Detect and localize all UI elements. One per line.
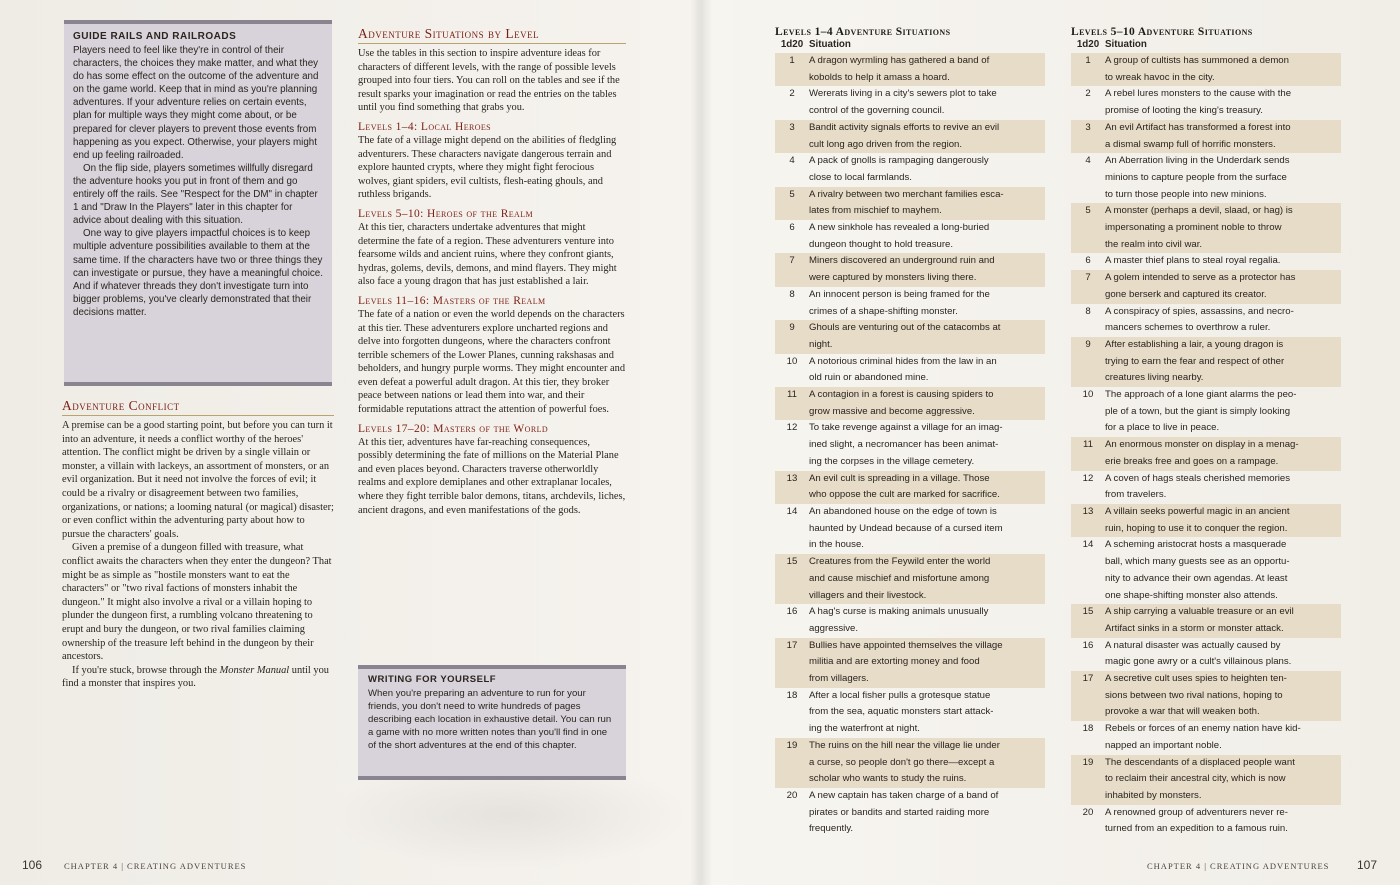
table-row xyxy=(1071,471,1341,504)
conflict-paragraph-2: Given a premise of a dungeon filled with treasure, what conflict awaits the characters when they enter the dungeon? That might be as simple as "hostile monsters want to eat the characters" or "two rival factions of monsters inhabit the dungeon." It might also involve a rival or a villain hoping to plunder the dungeon first, a rumbling volcano threatening to erupt and bury the dungeon, or two rival families claiming ownership of the treasure left behind in the dungeon by their ancestors. xyxy=(62,542,332,663)
situation-line: A contagion in a forest is causing spiders to xyxy=(809,389,994,401)
situation-line: ball, which many guests see as an opportu- xyxy=(1105,556,1290,568)
situation-text xyxy=(1105,203,1341,253)
column-header-roll: 1d20 xyxy=(780,39,804,50)
page-number-right: 107 xyxy=(1357,858,1378,872)
situation-line: A group of cultists has summoned a demon xyxy=(1105,55,1289,66)
table-row xyxy=(1071,638,1341,671)
roll-number: 2 xyxy=(1085,88,1091,100)
table-row xyxy=(1071,270,1341,303)
situation-text xyxy=(809,320,1045,353)
roll-number: 18 xyxy=(1082,723,1094,735)
table-body xyxy=(1071,53,1341,838)
situation-text xyxy=(809,638,1045,688)
sidebar-guide-rails xyxy=(64,20,332,386)
situation-text xyxy=(809,253,1045,286)
situation-text xyxy=(809,554,1045,604)
situation-text xyxy=(809,504,1045,554)
roll-number: 12 xyxy=(1082,472,1094,484)
roll-number: 5 xyxy=(1085,205,1091,217)
conflict-paragraph-1: A premise can be a good starting point, but before you can turn it into an adventure, it needs a conflict worthy of the heroes' attention. The conflict might be driven by a single villain or monster, a villain with lackeys, an assortment of monsters, or an evil organization. But it need not involve the forces of evil; it could be a rivalry or disagreement between two families, organizations, or nations; a looming natural (or magical) disaster; or even conflict within the adventuring party about how to pursue the characters' goals. xyxy=(62,420,334,540)
situation-text xyxy=(1105,638,1341,671)
roll-number: 9 xyxy=(789,322,795,334)
table-row xyxy=(775,220,1045,253)
situation-text xyxy=(1105,337,1341,387)
roll-number: 19 xyxy=(1082,756,1094,768)
situation-line: An abandoned house on the edge of town is xyxy=(809,505,997,517)
roll-number: 20 xyxy=(1082,806,1094,818)
table-row xyxy=(1071,437,1341,470)
situation-line: The approach of a lone giant alarms the peo- xyxy=(1105,389,1297,401)
roll-number: 3 xyxy=(1085,121,1091,133)
situation-line: A hag's curse is making animals unusually xyxy=(809,606,989,618)
situation-line: one shape-shifting monster also attends. xyxy=(1105,589,1278,601)
situation-line: An innocent person is being framed for the xyxy=(809,288,990,300)
situation-text xyxy=(809,471,1045,504)
situation-line: A monster (perhaps a devil, slaad, or hag) is xyxy=(1105,205,1293,217)
situation-line: The descendants of a displaced people want xyxy=(1105,756,1295,768)
situation-line: A rebel lures monsters to the cause with the xyxy=(1105,88,1292,100)
running-head-left: CHAPTER 4 | CREATING ADVENTURES xyxy=(64,861,247,871)
section-title-conflict: Adventure Conflict xyxy=(62,398,334,416)
situation-text xyxy=(1105,604,1341,637)
situation-line: aggressive. xyxy=(809,622,859,634)
table-row xyxy=(1071,671,1341,721)
situation-line: ined slight, a necromancer has been animat- xyxy=(809,439,999,451)
table-levels-1-4 xyxy=(775,26,1045,838)
table-row xyxy=(1071,387,1341,437)
table-row xyxy=(775,53,1045,86)
situation-text xyxy=(809,220,1045,253)
table-row xyxy=(1071,755,1341,805)
roll-number: 15 xyxy=(786,556,798,568)
conflict-p3-start: If you're stuck, browse through the xyxy=(72,664,220,676)
situation-line: An enormous monster on display in a menag- xyxy=(1105,439,1299,451)
table-row xyxy=(1071,86,1341,119)
table-row xyxy=(775,420,1045,470)
situation-line: A new captain has taken charge of a band of xyxy=(809,789,999,801)
tier3-text: The fate of a nation or even the world depends on the characters at this tier. These adventurers explore uncharted regions and delve into forgotten dungeons, where the characters confront terrible schemers of the Lower Planes, cunning rakshasas and beholders, and hungry purple worms. They might encounter and even defeat a powerful adult dragon. At this tier, they broker peace between nations or lead them into war, and their formidable reputations attract the attention of powerful foes. xyxy=(358,308,626,416)
situation-text xyxy=(809,86,1045,119)
roll-number: 6 xyxy=(1085,255,1091,267)
situation-line: erie breaks free and goes on a rampage. xyxy=(1105,455,1279,467)
table-row xyxy=(775,554,1045,604)
situation-line: After establishing a lair, a young dragon is xyxy=(1105,338,1284,350)
table-row xyxy=(775,471,1045,504)
roll-number: 1 xyxy=(789,55,795,66)
situation-line: A new sinkhole has revealed a long-buried xyxy=(809,222,990,234)
table-row xyxy=(1071,337,1341,387)
table-row xyxy=(1071,504,1341,537)
situation-text xyxy=(1105,805,1341,838)
situation-line: nity to advance their own agendas. At least xyxy=(1105,572,1288,584)
table-row xyxy=(775,86,1045,119)
roll-number: 5 xyxy=(789,188,795,200)
situation-line: pirates or bandits and started raiding more xyxy=(809,806,990,818)
tier4-text: At this tier, adventures have far-reaching consequences, possibly determining the fate of millions on the Material Plane and even places beyond. Characters traverse otherworldly realms and explore demiplanes and other extraplanar locales, where they fight terrible balor demons, titans, archdevils, liches, ancient dragons, and even manifestations of the gods. xyxy=(358,436,626,516)
table-row xyxy=(775,354,1045,387)
situation-line: Wererats living in a city's sewers plot to take xyxy=(809,88,997,100)
situation-line: Bullies have appointed themselves the village xyxy=(809,639,1003,651)
situation-line: night. xyxy=(809,338,833,350)
sidebar-paragraph-1: Players need to feel like they're in control of their characters, the choices they make matter, and what they do has some effect on the outcome of the adventure and on the game world. Keep that in mind as you're planning adventures. If your adventure relies on certain events, plan for multiple ways they might come about, or be prepared for clever players to prevent those events from happening as you expect. Otherwise, your players might end up feeling railroaded. xyxy=(73,45,319,161)
roll-number: 18 xyxy=(786,689,798,701)
situation-line: lates from mischief to mayhem. xyxy=(809,205,942,217)
column-header-roll: 1d20 xyxy=(1076,39,1100,50)
table-row xyxy=(775,688,1045,738)
situation-text xyxy=(809,420,1045,470)
situation-line: A coven of hags steals cherished memories xyxy=(1105,472,1291,484)
table-row xyxy=(775,320,1045,353)
situation-line: Miners discovered an underground ruin and xyxy=(809,255,995,267)
situation-line: haunted by Undead because of a cursed item xyxy=(809,522,1003,534)
situation-line: ruin, hoping to use it to conquer the region. xyxy=(1105,522,1288,534)
roll-number: 10 xyxy=(786,355,798,367)
table-row xyxy=(1071,604,1341,637)
situation-line: promise of looting the king's treasury. xyxy=(1105,105,1263,117)
roll-number: 16 xyxy=(786,606,798,618)
tier1-heading: Levels 1–4: Local Heroes xyxy=(358,120,492,133)
situation-line: A pack of gnolls is rampaging dangerously xyxy=(809,155,989,167)
situation-line: to wreak havoc in the city. xyxy=(1105,71,1215,83)
situation-line: The ruins on the hill near the village lie under xyxy=(809,739,1000,751)
roll-number: 19 xyxy=(786,739,798,751)
sidebar-title: GUIDE RAILS AND RAILROADS xyxy=(73,31,237,42)
table-row xyxy=(1071,203,1341,253)
situation-line: A master thief plans to steal royal regalia. xyxy=(1105,255,1281,267)
situation-line: A renowned group of adventurers never re- xyxy=(1105,806,1288,818)
roll-number: 7 xyxy=(1085,272,1091,284)
situation-line: mancers schemes to overthrow a ruler. xyxy=(1105,322,1271,334)
situation-text xyxy=(809,604,1045,637)
situation-line: Ghouls are venturing out of the catacombs at xyxy=(809,322,1001,334)
table-row xyxy=(775,604,1045,637)
situation-line: impersonating a prominent noble to throw xyxy=(1105,222,1282,234)
column-header-situation: Situation xyxy=(1105,39,1147,50)
sidebar-paragraph-2: On the flip side, players sometimes willfully disregard the adventure hooks you put in front of them and go entirely off the rails. See "Respect for the DM" in chapter 1 and "Draw In the Players" later in this chapter for advice about dealing with this situation. xyxy=(73,162,318,227)
situation-line: sions between two rival nations, hoping to xyxy=(1105,689,1283,701)
table-row xyxy=(1071,120,1341,153)
roll-number: 7 xyxy=(789,255,795,267)
situation-text xyxy=(1105,437,1341,470)
situation-line: Rebels or forces of an enemy nation have kid- xyxy=(1105,723,1301,735)
situation-line: frequently. xyxy=(809,823,854,835)
tier4-heading: Levels 17–20: Masters of the World xyxy=(358,422,549,435)
situation-line: A rivalry between two merchant families esca- xyxy=(809,188,1004,200)
table-header xyxy=(1071,39,1341,53)
situation-text xyxy=(809,153,1045,186)
situation-line: magic gone awry or a cult's villainous plans. xyxy=(1105,656,1292,668)
situation-text xyxy=(1105,304,1341,337)
table-row xyxy=(1071,721,1341,754)
roll-number: 11 xyxy=(787,389,797,401)
table-row xyxy=(1071,304,1341,337)
roll-number: 17 xyxy=(786,639,798,651)
situation-line: A secretive cult uses spies to heighten ten- xyxy=(1105,673,1287,685)
table-row xyxy=(775,387,1045,420)
table-title: Levels 1–4 Adventure Situations xyxy=(775,26,951,38)
situation-line: crimes of a shape-shifting monster. xyxy=(809,305,958,317)
situation-line: cult long ago driven from the region. xyxy=(809,138,963,150)
roll-number: 14 xyxy=(786,505,798,517)
roll-number: 14 xyxy=(1082,539,1094,551)
situation-text xyxy=(1105,671,1341,721)
situation-line: A dragon wyrmling has gathered a band of xyxy=(809,55,990,66)
situation-text xyxy=(809,688,1045,738)
situation-line: for a place to live in peace. xyxy=(1105,422,1220,434)
situation-line: to reclaim their ancestral city, which is now xyxy=(1105,773,1286,785)
roll-number: 4 xyxy=(789,155,795,167)
situation-line: dungeon thought to hold treasure. xyxy=(809,238,954,250)
situation-line: ing the corpses in the village cemetery. xyxy=(809,455,975,467)
situation-text xyxy=(1105,253,1341,270)
situation-text xyxy=(809,187,1045,220)
situation-line: A golem intended to serve as a protector has xyxy=(1105,272,1296,284)
situation-line: napped an important noble. xyxy=(1105,739,1222,751)
situation-line: Bandit activity signals efforts to revive an evil xyxy=(809,121,1000,133)
table-title: Levels 5–10 Adventure Situations xyxy=(1071,26,1253,38)
roll-number: 1 xyxy=(1085,55,1091,66)
table-row xyxy=(1071,253,1341,270)
roll-number: 8 xyxy=(789,288,795,300)
situation-text xyxy=(1105,153,1341,203)
situation-text xyxy=(809,120,1045,153)
table-row xyxy=(775,287,1045,320)
situation-text xyxy=(809,287,1045,320)
sidebar-writing-for-yourself xyxy=(358,665,626,780)
roll-number: 15 xyxy=(1082,606,1094,618)
situation-text xyxy=(1105,270,1341,303)
situation-line: the realm into civil war. xyxy=(1105,238,1203,250)
situation-line: from the sea, aquatic monsters start attack- xyxy=(809,706,994,718)
roll-number: 13 xyxy=(1082,505,1094,517)
situations-intro: Use the tables in this section to inspire adventure ideas for characters of different levels, with the range of possible levels grouped into four tiers. You can roll on the tables and see if the result sparks your imagination or read the entries on the tables until you find something that grabs you. xyxy=(358,48,620,114)
table-header xyxy=(775,39,1045,53)
adventure-situations-section xyxy=(358,26,626,517)
situation-text xyxy=(1105,53,1341,86)
situation-text xyxy=(809,354,1045,387)
roll-number: 11 xyxy=(1083,439,1093,451)
conflict-p3-end: until you find a monster that inspires you. xyxy=(62,664,330,690)
roll-number: 2 xyxy=(789,88,795,100)
column-header-situation: Situation xyxy=(809,39,851,50)
roll-number: 13 xyxy=(786,472,798,484)
situation-line: trying to earn the fear and respect of other xyxy=(1105,355,1285,367)
situation-line: A conspiracy of spies, assassins, and necro- xyxy=(1105,305,1294,317)
table-row xyxy=(1071,153,1341,203)
situation-line: provoke a war that will weaken both. xyxy=(1105,706,1260,718)
situation-line: scholar who wants to study the ruins. xyxy=(809,773,967,785)
tier2-heading: Levels 5–10: Heroes of the Realm xyxy=(358,207,534,220)
situation-line: A ship carrying a valuable treasure or an evil xyxy=(1105,606,1294,618)
situation-line: militia and are extorting money and food xyxy=(809,656,980,668)
situation-line: An evil cult is spreading in a village. Those xyxy=(809,472,990,484)
situation-line: Artifact sinks in a storm or monster attack. xyxy=(1105,622,1284,634)
table-row xyxy=(775,788,1045,838)
roll-number: 17 xyxy=(1082,673,1094,685)
situation-line: Creatures from the Feywild enter the world xyxy=(809,556,991,568)
running-head-right: CHAPTER 4 | CREATING ADVENTURES xyxy=(1147,861,1330,871)
situation-text xyxy=(809,387,1045,420)
section-title-situations: Adventure Situations by Level xyxy=(358,26,626,44)
situation-line: ple of a town, but the giant is simply looking xyxy=(1105,405,1291,417)
conflict-paragraph-3 xyxy=(62,664,334,691)
situation-line: After a local fisher pulls a grotesque statue xyxy=(809,689,991,701)
situation-line: creatures living nearby. xyxy=(1105,372,1204,384)
situation-text xyxy=(809,53,1045,86)
adventure-conflict-section xyxy=(62,398,334,691)
situation-line: from travelers. xyxy=(1105,489,1167,501)
situation-text xyxy=(1105,504,1341,537)
situation-text xyxy=(809,738,1045,788)
roll-number: 6 xyxy=(789,222,795,234)
roll-number: 8 xyxy=(1085,305,1091,317)
tier3-heading: Levels 11–16: Masters of the Realm xyxy=(358,294,546,307)
situation-text xyxy=(1105,387,1341,437)
table-row xyxy=(1071,537,1341,604)
tier2-text: At this tier, characters undertake adventures that might determine the fate of a region. These adventurers venture into fearsome wilds and ancient ruins, where they confront giants, hydras, golems, devils, demons, and mind flayers. They might also face a young dragon that has just established a lair. xyxy=(358,221,617,288)
table-row xyxy=(775,187,1045,220)
situation-line: old ruin or abandoned mine. xyxy=(809,372,929,384)
situation-line: kobolds to help it amass a hoard. xyxy=(809,71,950,83)
situation-text xyxy=(1105,721,1341,754)
situation-text xyxy=(1105,120,1341,153)
situation-line: turned from an expedition to a famous ruin. xyxy=(1105,823,1288,835)
table-row xyxy=(775,153,1045,186)
sidebar-paragraph-3: One way to give players impactful choices is to keep multiple adventure possibilities available to them at the same time. If the characters have two or three things they can investigate or pursue, they have a meaningful choice. And if whatever threads they don't investigate turn into bigger problems, you've clearly demonstrated that their decisions matter. xyxy=(73,228,323,318)
situation-line: minions to capture people from the surface xyxy=(1105,171,1287,183)
situation-line: grow massive and become aggressive. xyxy=(809,405,975,417)
page-number-left: 106 xyxy=(22,858,43,872)
table-row xyxy=(775,253,1045,286)
roll-number: 9 xyxy=(1085,338,1091,350)
tier1-text: The fate of a village might depend on the abilities of fledgling adventurers. These characters navigate dangerous terrain and explore haunted crypts, where they might fight ferocious wolves, giant spiders, evil cultists, flesh-eating ghouls, and ruthless brigands. xyxy=(358,134,617,201)
situation-line: inhabited by monsters. xyxy=(1105,789,1202,801)
situation-line: in the house. xyxy=(809,539,864,551)
situation-line: to turn those people into new minions. xyxy=(1105,188,1267,200)
book-gutter xyxy=(690,0,712,885)
situation-line: and cause mischief and misfortune among xyxy=(809,572,990,584)
situation-line: close to local farmlands. xyxy=(809,171,912,183)
situation-line: ing the waterfront at night. xyxy=(809,723,920,735)
situation-line: To take revenge against a village for an imag- xyxy=(809,422,1003,434)
roll-number: 3 xyxy=(789,121,795,133)
situation-text xyxy=(1105,755,1341,805)
situation-line: who oppose the cult are marked for sacrifice. xyxy=(809,489,1000,501)
table-row xyxy=(1071,805,1341,838)
table-levels-5-10 xyxy=(1071,26,1341,838)
writing-box-title: WRITING FOR YOURSELF xyxy=(368,674,497,685)
situation-text xyxy=(1105,537,1341,604)
situation-line: villagers and their livestock. xyxy=(809,589,927,601)
situation-text xyxy=(1105,86,1341,119)
table-body xyxy=(775,53,1045,838)
situation-line: from villagers. xyxy=(809,673,869,685)
situation-line: control of the governing council. xyxy=(809,105,945,117)
writing-box-text: When you're preparing an adventure to run for your friends, you don't need to write hundreds of pages describing each location in exhaustive detail. You can run a game with no more written notes than you'll find in one of the short adventures at the end of this chapter. xyxy=(368,688,612,752)
situation-line: A scheming aristocrat hosts a masquerade xyxy=(1105,539,1287,551)
situation-text xyxy=(809,788,1045,838)
table-row xyxy=(1071,53,1341,86)
table-row xyxy=(775,120,1045,153)
table-row xyxy=(775,638,1045,688)
situation-line: A notorious criminal hides from the law in an xyxy=(809,355,997,367)
table-row xyxy=(775,738,1045,788)
monster-manual-title: Monster Manual xyxy=(219,664,290,676)
situation-line: were captured by monsters living there. xyxy=(809,272,977,284)
situation-line: a curse, so people don't go there—except a xyxy=(809,756,995,768)
situation-text xyxy=(1105,471,1341,504)
situation-line: a dismal swamp full of horrific monsters. xyxy=(1105,138,1276,150)
roll-number: 12 xyxy=(786,422,798,434)
roll-number: 10 xyxy=(1082,389,1094,401)
roll-number: 20 xyxy=(786,789,798,801)
table-row xyxy=(775,504,1045,554)
situation-line: An Aberration living in the Underdark sends xyxy=(1105,155,1290,167)
roll-number: 4 xyxy=(1085,155,1091,167)
roll-number: 16 xyxy=(1082,639,1094,651)
situation-line: An evil Artifact has transformed a forest into xyxy=(1105,121,1291,133)
situation-line: A natural disaster was actually caused by xyxy=(1105,639,1281,651)
situation-line: gone berserk and captured its creator. xyxy=(1105,288,1267,300)
situation-line: A villain seeks powerful magic in an ancient xyxy=(1105,505,1290,517)
